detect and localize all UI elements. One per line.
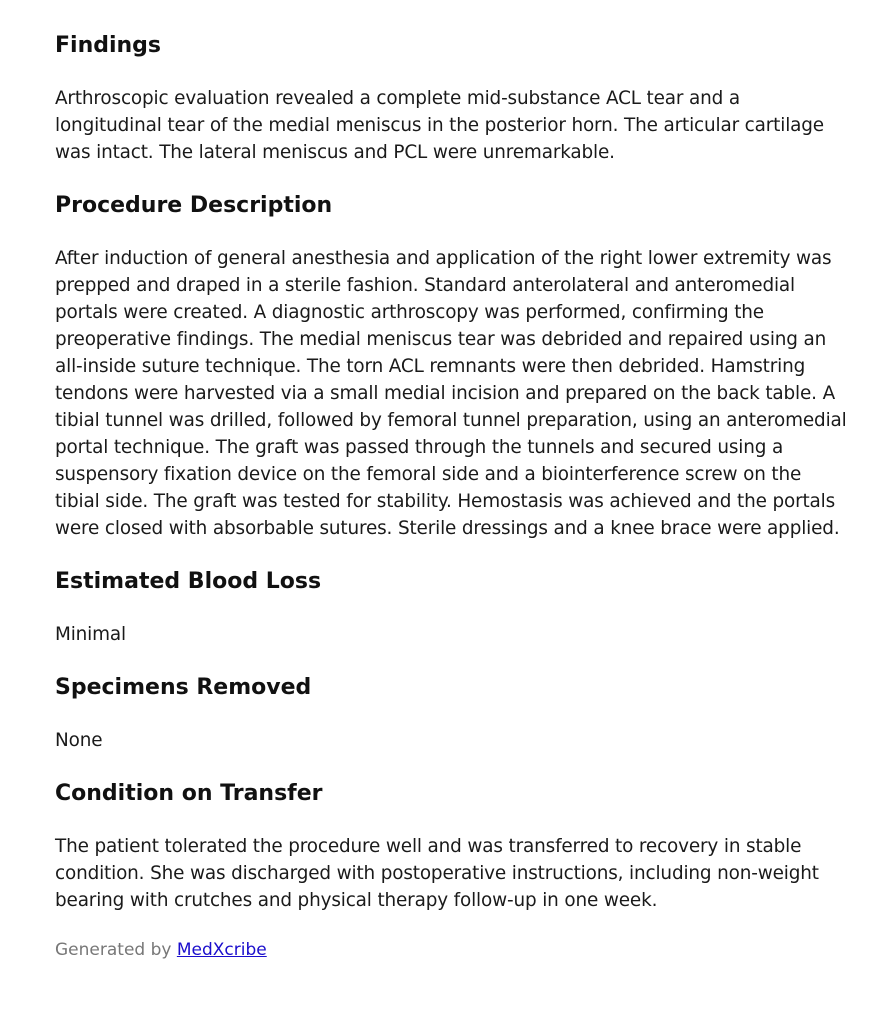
estimated-blood-loss-text: Minimal — [55, 624, 126, 645]
findings-heading: Findings — [55, 33, 162, 58]
condition-on-transfer-heading: Condition on Transfer — [55, 781, 323, 806]
specimens-removed-section — [55, 673, 850, 754]
generated-by-footer — [55, 938, 850, 962]
estimated-blood-loss-section — [55, 567, 850, 648]
condition-on-transfer-section — [55, 779, 850, 914]
findings-section — [55, 31, 850, 166]
procedure-description-section — [55, 191, 850, 542]
procedure-description-heading: Procedure Description — [55, 193, 333, 218]
generated-by-label: Generated by — [55, 940, 172, 960]
estimated-blood-loss-heading: Estimated Blood Loss — [55, 569, 322, 594]
condition-on-transfer-text: The patient tolerated the procedure well and was transferred to recovery in stable condition. She was discharged with postoperative instructions, including non-weight bearing with crutches and physical therapy follow-up in one week. — [55, 836, 819, 911]
specimens-removed-heading: Specimens Removed — [55, 675, 312, 700]
findings-text: Arthroscopic evaluation revealed a complete mid-substance ACL tear and a longitudinal tear of the medial meniscus in the posterior horn. The articular cartilage was intact. The lateral meniscus and PCL were unremarkable. — [55, 88, 824, 163]
medxcribe-link[interactable]: MedXcribe — [176, 940, 267, 960]
specimens-removed-text: None — [55, 730, 103, 751]
procedure-description-text: After induction of general anesthesia and application of the right lower extremity was prepped and draped in a sterile fashion. Standard anterolateral and anteromedial portals were created. A diagnostic arthroscopy was performed, confirming the preoperative findings. The medial meniscus tear was debrided and repaired using an all-inside suture technique. The torn ACL remnants were then debrided. Hamstring tendons were harvested via a small medial incision and prepared on the back table. A tibial tunnel was drilled, followed by femoral tunnel preparation, using an anteromedial portal technique. The graft was passed through the tunnels and secured using a suspensory fixation device on the femoral side and a biointerference screw on the tibial side. The graft was tested for stability. Hemostasis was achieved and the portals were closed with absorbable sutures. Sterile dressings and a knee brace were applied. — [55, 248, 847, 539]
